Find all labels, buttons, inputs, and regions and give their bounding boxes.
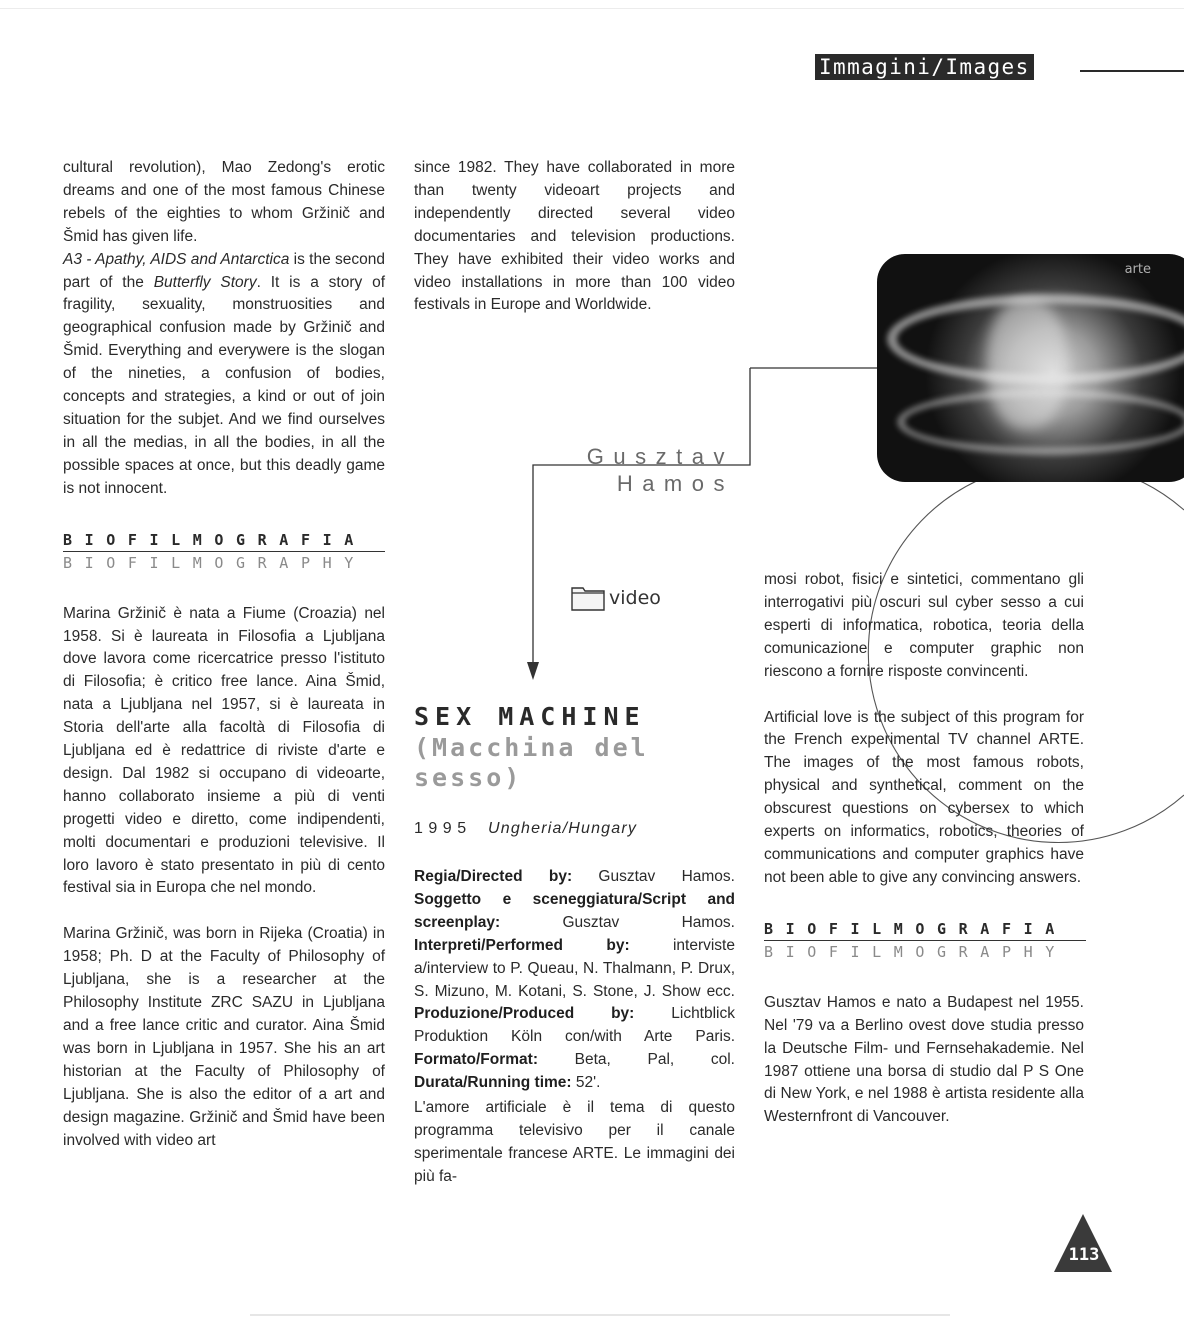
film-credits: Regia/Directed by: Gusztav Hamos. Soggetto e sceneggiatura/Script and screenplay: Gusztav Hamos. Interpreti/Performed by: interviste a/interview to P. Queau, N. Thalmann, P. Drux, S. Mizuno, M. Kotani, S. Stone, J. Show ecc. Produzione/Produced by: Lichtblick Produktion Köln con/with Arte Paris. Formato/Format: Beta, Pal, col. Durata/Running time: 52'. — [414, 868, 735, 1092]
arrow-down-icon — [527, 662, 539, 680]
section-heading-it: BIOFILMOGRAFIA — [764, 919, 1067, 938]
section-divider — [764, 940, 1086, 941]
film-country: Ungheria/Hungary — [488, 820, 638, 837]
section-heading-en: BIOFILMOGRAPHY — [63, 553, 366, 572]
page-number-badge — [1052, 1212, 1114, 1274]
bio-italian: Gusztav Hamos e nato a Budapest nel 1955. Nel '79 va a Berlino ovest dove studia presso la Deutsche Film- und Fernsehakademie. Nel 1987 ottiene una borsa di studio dal P S One di New York, e nel 1988 è artista residente alla Westernfront di Vancouver. — [764, 993, 1084, 1126]
section-heading-it: BIOFILMOGRAFIA — [63, 530, 366, 549]
film-subtitle: (Macchina del sesso) — [414, 733, 649, 792]
title-connector-line — [533, 368, 750, 665]
page-edge-bottom — [250, 1314, 950, 1316]
bio-english-continued: since 1982. They have collaborated in more than twenty videoart projects and independently directed several video documentaries and television productions. They have exhibited their video works and video installations in more than 100 video festivals in Europe and Worldwide. — [414, 159, 735, 314]
work-title: Butterfly Story — [153, 273, 257, 291]
artist-name — [560, 443, 734, 497]
page-number: 113 — [1068, 1245, 1100, 1265]
description-italian-start: L'amore artificiale è il tema di questo programma televisivo per il canale sperimentale francese ARTE. Le immagini dei più fa- — [414, 1099, 735, 1185]
description-italian-end: mosi robot, fisici e sintetici, commentano gli interrogativi più oscuri sul cyber sesso a cui esperti di informatica, robotica, teoria della comunicazione e computer graphic non riescono a fornire risposte convincenti. — [764, 571, 1084, 680]
folder-icon — [571, 584, 607, 612]
film-title: SEX MACHINE — [414, 702, 646, 731]
video-link[interactable] — [571, 584, 661, 612]
artist-first-name: Gusztav — [586, 444, 734, 469]
paragraph-intro: cultural revolution), Mao Zedong's erotic dreams and one of the most famous Chinese rebels of the eighties to whom Gržinič and Šmid has given life. — [63, 159, 385, 245]
column-right — [764, 569, 1084, 1129]
video-label: video — [609, 587, 661, 609]
description-english: Artificial love is the subject of this program for the French experimental TV channel ARTE. The images of the most famous robots, physical and synthetical, comment on the obscurest questions on cybersex to which experts on informatics, robotics, theories of communications and computer graphics have not been able to give any convincing answers. — [764, 708, 1084, 886]
film-meta — [414, 820, 637, 838]
section-header-tag: Immagini/Images — [815, 54, 1034, 80]
bio-italian: Marina Gržinič è nata a Fiume (Croazia) nel 1958. Si è laureata in Filosofia a Ljubljana dove lavora come ricercatrice presso l'istituto di Filosofia; è critico free lance. Aina Šmid, nata a Ljubljana nel 1957, si è laureata in Storia dell'arte alla facoltà di Filosofia di Ljubljana ed è redattrice di riviste d'arte e design. Dal 1982 si occupano di videoarte, hanno collaborato insieme a più di venti progetti video e diretto, come indipendenti, molti documentari e produzioni televisive. Il loro lavoro è stato presentato in più di cento festival sia in Europa che nel mondo. — [63, 604, 385, 897]
video-still-image — [877, 254, 1184, 482]
work-title: A3 - Apathy, AIDS and Antarctica — [63, 250, 290, 268]
paragraph-a3: A3 - Apathy, AIDS and Antarctica is the second part of the Butterfly Story. It is a story of fragility, sexuality, monstruosities and geographical confusion made by Gržinič and Šmid. Everything and everywere is the slogan of the nineties, a confusion of bodies, concepts and strategies, a kind or out of join situation for the subjet. And we find ourselves in all the medias, in all the bodies, in all the possible spaces at once, but this deadly game is not innocent. — [63, 250, 386, 497]
artist-last-name: Hamos — [616, 471, 734, 496]
channel-logo: arte — [1124, 262, 1151, 277]
film-year: 1995 — [414, 820, 472, 837]
bio-english: Marina Gržinič, was born in Rijeka (Croatia) in 1958; Ph. D at the Faculty of Philosophy of Ljubljana, she is a researcher at the Philosophy Institute ZRC SAZU in Ljubljana and a free lance critic and curator. Aina Šmid was born in Ljubljana in 1957. She his an art historian at the Faculty of Philosophy of Ljubljana. She is also the editor of a art and design magazine. Gržinič and Šmid have been involved with video art — [63, 925, 385, 1149]
section-heading-en: BIOFILMOGRAPHY — [764, 942, 1067, 961]
